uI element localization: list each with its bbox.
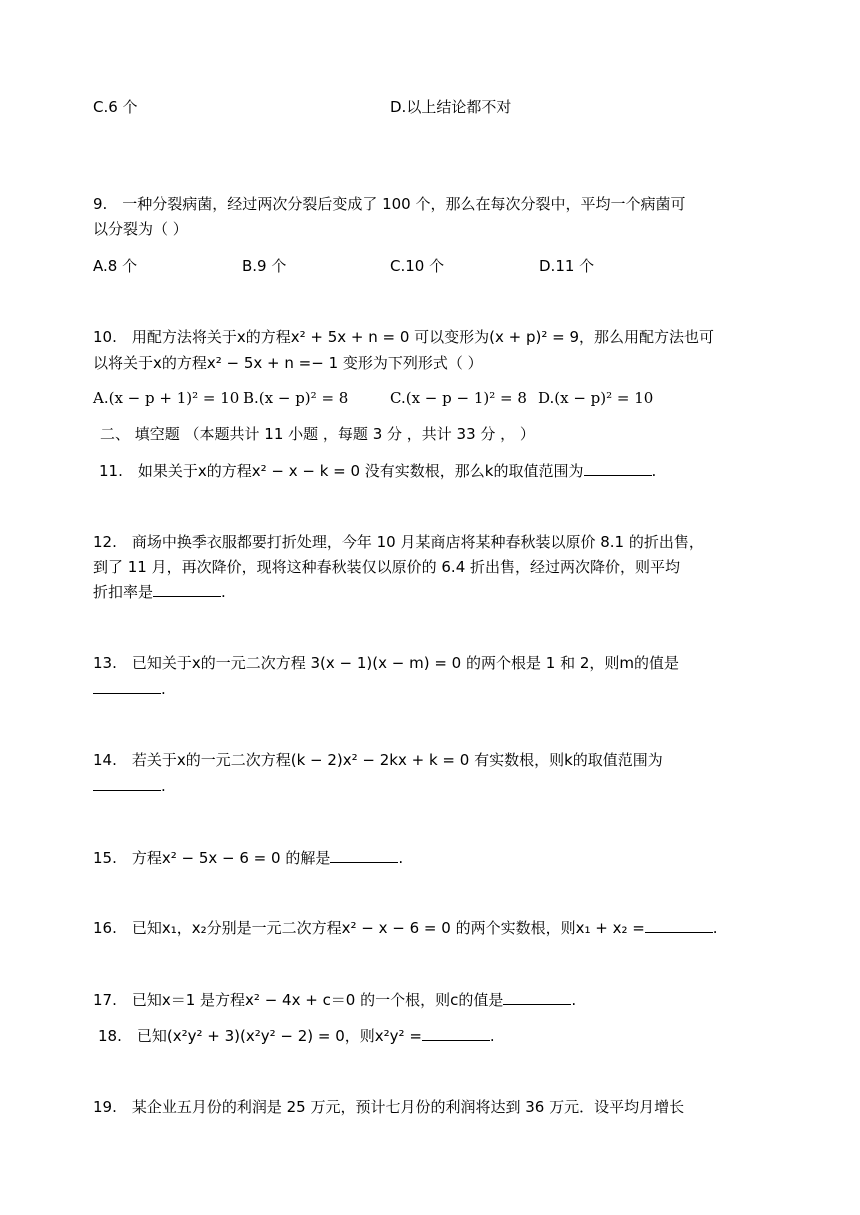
q8-option-c: C.6 个	[93, 98, 138, 116]
period: .	[221, 583, 226, 601]
answer-blank	[93, 679, 161, 694]
q9-option-d: D.11 个	[539, 257, 595, 275]
q19-stem-line1: 19. 某企业五月份的利润是 25 万元，预计七月份的利润将达到 36 万元．设平均月增长	[93, 1098, 685, 1116]
q14-stem-line2	[93, 776, 166, 796]
q10-option-a: A.(x − p + 1)² = 10	[93, 389, 240, 407]
q15-stem	[93, 848, 403, 868]
q10-stem-line2: 以将关于x的方程x² − 5x + n =− 1 变形为下列形式（ ）	[93, 354, 483, 372]
q12-stem-line1: 12. 商场中换季衣服都要打折处理，今年 10 月某商店将某种春秋装以原价 8.1 的折出售，	[93, 533, 704, 551]
answer-blank	[584, 461, 652, 476]
q10-option-c: C.(x − p − 1)² = 8	[390, 389, 527, 407]
period: .	[489, 1027, 495, 1045]
q9-option-a: A.8 个	[93, 257, 138, 275]
q11-text: 11. 如果关于x的方程x² − x − k = 0 没有实数根，那么k的取值范围为	[99, 462, 584, 480]
q18-stem	[98, 1026, 495, 1046]
q10-option-d: D.(x − p)² = 10	[538, 389, 654, 407]
answer-blank	[503, 990, 571, 1005]
period: .	[398, 849, 404, 867]
q13-stem-line2	[93, 679, 166, 699]
q9-stem-line1: 9. 一种分裂病菌，经过两次分裂后变成了 100 个，那么在每次分裂中，平均一个病菌可	[93, 195, 686, 213]
period: .	[161, 777, 166, 795]
q16-stem	[93, 918, 718, 938]
period: .	[161, 680, 166, 698]
q9-stem-line2: 以分裂为（ ）	[93, 220, 188, 238]
answer-blank	[330, 848, 398, 863]
answer-blank	[153, 582, 221, 597]
answer-blank	[422, 1026, 490, 1041]
section-heading: 二、 填空题 （本题共计 11 小题 ，每题 3 分 ，共计 33 分 ， ）	[100, 425, 535, 443]
period: .	[651, 462, 657, 480]
q10-option-b: B.(x − p)² = 8	[243, 389, 349, 407]
answer-blank	[93, 776, 161, 791]
period: .	[571, 991, 577, 1009]
period: .	[712, 919, 718, 937]
q18-text: 18. 已知(x²y² + 3)(x²y² − 2) = 0，则x²y² =	[98, 1027, 422, 1045]
q17-stem	[93, 990, 576, 1010]
q12-stem-line3	[93, 582, 226, 602]
q12-stem-line2: 到了 11 月，再次降价，现将这种春秋装仅以原价的 6.4 折出售，经过两次降价，则平均	[93, 558, 681, 576]
q14-stem-line1: 14. 若关于x的一元二次方程(k − 2)x² − 2kx + k = 0 有实数根，则k的取值范围为	[93, 751, 663, 769]
q13-stem-line1: 13. 已知关于x的一元二次方程 3(x − 1)(x − m) = 0 的两个根是 1 和 2，则m的值是	[93, 654, 679, 672]
answer-blank	[645, 918, 713, 933]
q12-text: 折扣率是	[93, 583, 154, 601]
q16-text: 16. 已知x₁，x₂分别是一元二次方程x² − x − 6 = 0 的两个实数根，则x₁ + x₂ =	[93, 919, 645, 937]
q9-option-b: B.9 个	[242, 257, 287, 275]
q8-option-d: D.以上结论都不对	[390, 98, 512, 116]
q11-stem	[99, 461, 656, 481]
q15-text: 15. 方程x² − 5x − 6 = 0 的解是	[93, 849, 331, 867]
q9-option-c: C.10 个	[390, 257, 445, 275]
q17-text: 17. 已知x＝1 是方程x² − 4x + c＝0 的一个根，则c的值是	[93, 991, 504, 1009]
q10-stem-line1: 10. 用配方法将关于x的方程x² + 5x + n = 0 可以变形为(x + p)² = 9，那么用配方法也可	[93, 328, 715, 346]
